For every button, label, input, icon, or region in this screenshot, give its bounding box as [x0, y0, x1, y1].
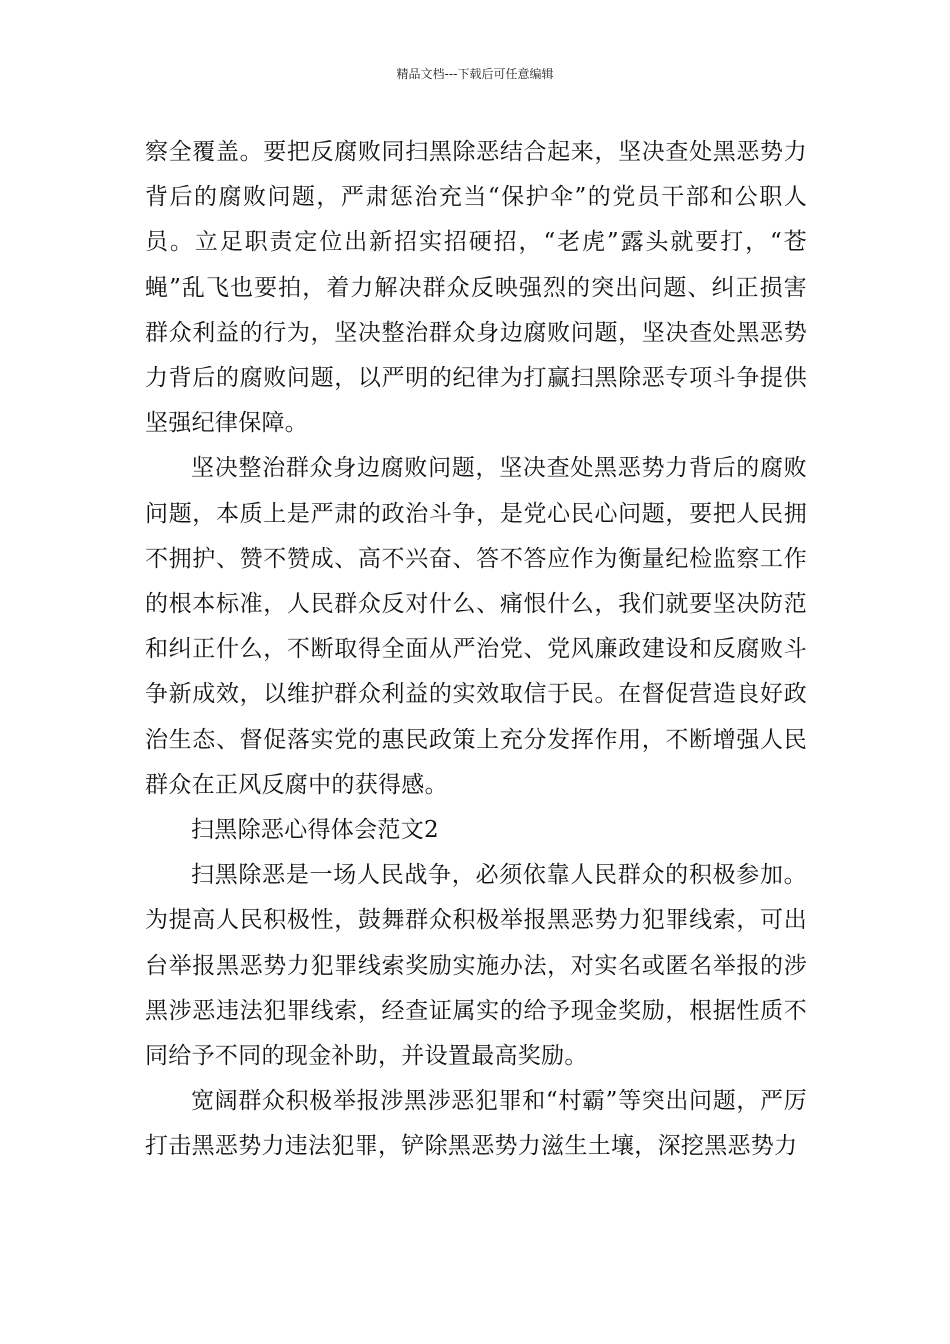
document-body	[145, 130, 807, 1170]
paragraph: 宽阔群众积极举报涉黑涉恶犯罪和“村霸”等突出问题，严厉打击黑恶势力违法犯罪，铲除黑恶势力滋生土壤，深挖黑恶势力	[145, 1088, 807, 1160]
paragraph: 坚决整治群众身边腐败问题，坚决查处黑恶势力背后的腐败问题，本质上是严肃的政治斗争，是党心民心问题，要把人民拥不拥护、赞不赞成、高不兴奋、答不答应作为衡量纪检监察工作的根本标准，人民群众反对什么、痛恨什么，我们就要坚决防范和纠正什么，不断取得全面从严治党、党风廉政建设和反腐败斗争新成效，以维护群众利益的实效取信于民。在督促营造良好政治生态、督促落实党的惠民政策上充分发挥作用，不断增强人民群众在正风反腐中的获得感。	[145, 455, 807, 798]
page-header: 精品文档---下载后可任意编辑	[396, 67, 554, 81]
section-heading: 扫黑除恶心得体会范文2	[191, 817, 439, 844]
paragraph: 扫黑除恶是一场人民战争，必须依靠人民群众的积极参加。为提高人民积极性，鼓舞群众积极举报黑恶势力犯罪线索，可出台举报黑恶势力犯罪线索奖励实施办法，对实名或匿名举报的涉黑涉恶违法犯罪线索，经查证属实的给予现金奖励，根据性质不同给予不同的现金补助，并设置最高奖励。	[145, 862, 807, 1070]
paragraph-continuation: 察全覆盖。要把反腐败同扫黑除恶结合起来，坚决查处黑恶势力背后的腐败问题，严肃惩治充当“保护伞”的党员干部和公职人员。立足职责定位出新招实招硬招，“老虎”露头就要打，“苍蝇”乱飞也要拍，着力解决群众反映强烈的突出问题、纠正损害群众利益的行为，坚决整治群众身边腐败问题，坚决查处黑恶势力背后的腐败问题，以严明的纪律为打赢扫黑除恶专项斗争提供坚强纪律保障。	[145, 139, 807, 437]
